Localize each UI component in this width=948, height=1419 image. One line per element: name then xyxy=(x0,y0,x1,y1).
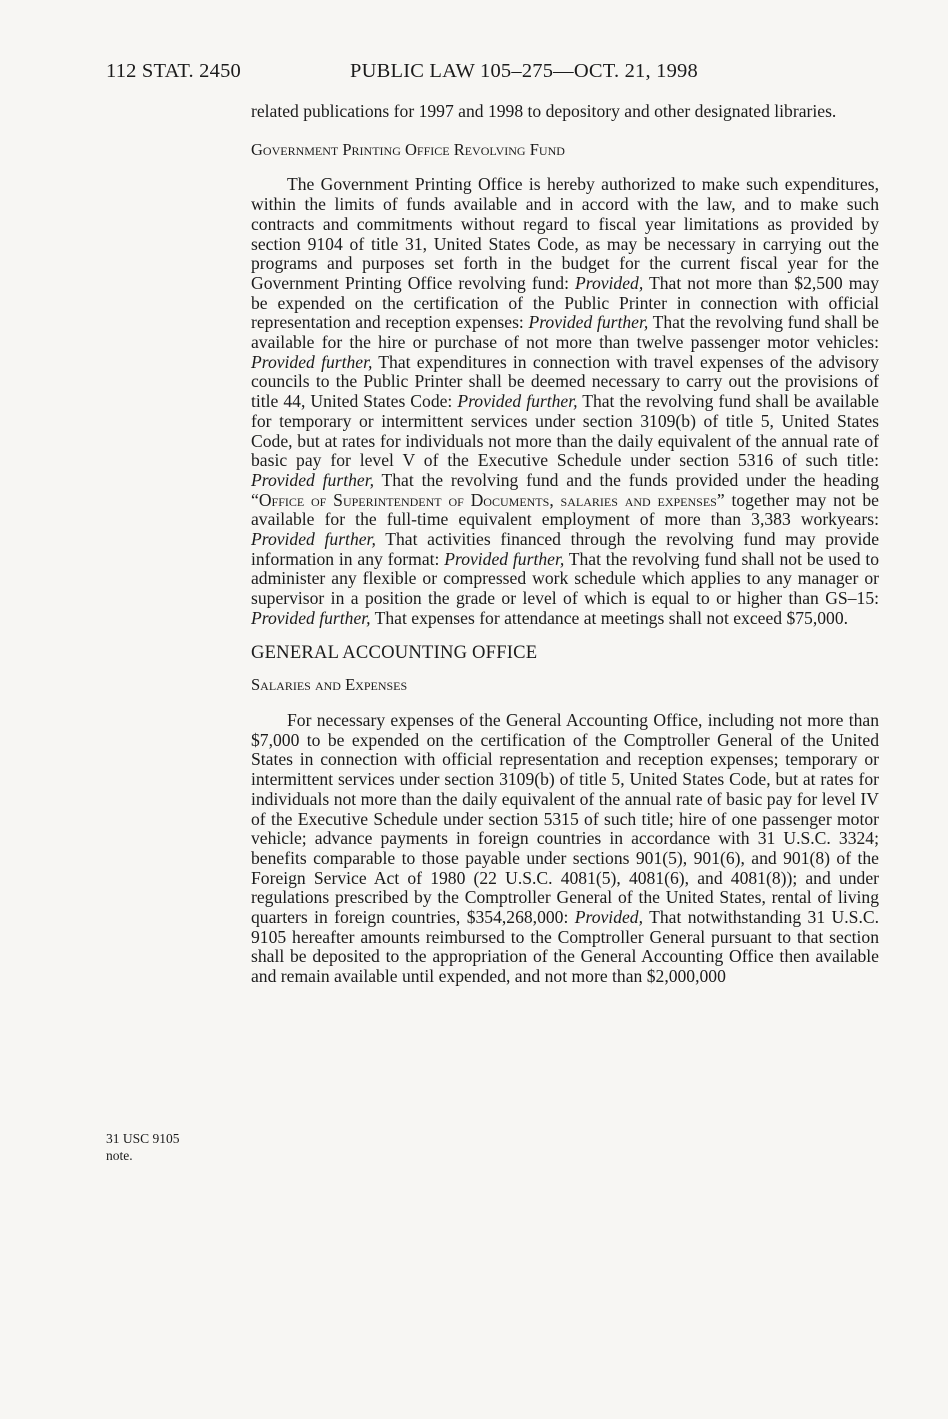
gpo-revolving-fund-heading: Government Printing Office Revolving Fund xyxy=(251,139,565,159)
text-run: That activities financed through the revolving fund may provide information in any format: xyxy=(251,529,879,569)
proviso: Provided, xyxy=(575,272,644,293)
text-run: For necessary expenses of the General Accounting Office, including not more than $7,000 to be expended on the certification of the Comptroller General of the United States in connection with official representation and reception expenses; temporary or intermittent services under section 3109(b) of title 5, United States Code, but at rates for individuals not more than the daily equivalent of the annual rate of basic pay for level IV of the Executive Schedule under section 5315 of such title; hire of one passenger motor vehicle; advance payments in foreign countries in accordance with 31 U.S.C. 3324; benefits comparable to those payable under sections 901(5), 901(6), and 901(8) of the Foreign Service Act of 1980 (22 U.S.C. 4081(5), 4081(6), and 4081(8)); and under regulations prescribed by the Comptroller General of the United States, rental of living quarters in foreign countries, $354,268,000: xyxy=(251,709,879,928)
text-run: The Government Printing Office is hereby authorized to make such expenditures, within the limits of funds available and in accord with the law, and to make such contracts and commitments without regard to fiscal year limitations as provided by section 9104 of title 31, United States Code, as may be necessary in carrying out the programs and purposes set forth in the budget for the current fiscal year for the Government Printing Office revolving fund: xyxy=(251,174,879,293)
text-run: That expenditures in connection with travel expenses of the advisory councils to the Public Printer shall be deemed necessary to carry out the provisions of title 44, United States Code: xyxy=(251,351,879,412)
text-run: ” together may not be available for the full-time equivalent employment of more than 3,383 workyears: xyxy=(251,489,879,530)
text-run: That the revolving fund shall be available for temporary or intermittent services under section 3109(b) of title 5, United States Code, but at rates for individuals not more than the daily equivalent of the annual rate of basic pay for level V of the Executive Schedule under section 5316 of such title: xyxy=(251,391,879,471)
text-run: That the revolving fund shall not be used to administer any flexible or compressed work schedule which applies to any manager or supervisor in a position the grade or level of which is equal to or higher than GS–15: xyxy=(251,548,880,609)
text-run: That the revolving fund shall be available for the hire or purchase of not more than twelve passenger motor vehicles: xyxy=(251,312,879,353)
text-run: That notwithstanding 31 U.S.C. 9105 hereafter amounts reimbursed to the Comptroller General pursuant to that section shall be deposited to the appropriation of the General Accounting Office then available and remain available until expended, and not more than $2,000,000 xyxy=(251,907,879,987)
margin-note-label: note. xyxy=(106,1148,133,1163)
proviso: Provided further, xyxy=(444,548,565,569)
gao-subheading: Salaries and Expenses xyxy=(251,675,408,695)
margin-note-citation: 31 USC 9105 xyxy=(106,1131,180,1146)
text-run: That not more than $2,500 may be expended on the certification of the Public Printer in connection with official representation and reception expenses: xyxy=(251,272,879,333)
gao-heading: GENERAL ACCOUNTING OFFICE xyxy=(251,641,538,663)
running-header xyxy=(106,60,878,84)
text-run: That the revolving fund and the funds provided under the heading “ xyxy=(251,469,879,510)
proviso: Provided further, xyxy=(251,351,373,372)
page-body xyxy=(251,102,879,987)
proviso: Provided, xyxy=(574,907,644,928)
proviso: Provided further, xyxy=(251,607,371,628)
law-title: PUBLIC LAW 105–275—OCT. 21, 1998 xyxy=(350,60,698,82)
proviso: Provided further, xyxy=(457,391,578,412)
proviso: Provided further, xyxy=(251,529,376,550)
page-number: 112 STAT. 2450 xyxy=(106,60,241,82)
gao-salaries-paragraph xyxy=(251,711,879,987)
gpo-revolving-fund-paragraph xyxy=(251,175,879,628)
text-run: That expenses for attendance at meetings shall not exceed $75,000. xyxy=(370,607,849,628)
proviso: Provided further, xyxy=(251,469,374,490)
intro-paragraph: related publications for 1997 and 1998 to depository and other designated libraries. xyxy=(251,101,837,121)
quoted-heading: Office of Superintendent of Documents, salaries and expenses xyxy=(258,489,717,510)
margin-note xyxy=(106,1130,180,1164)
proviso: Provided further, xyxy=(528,312,649,333)
